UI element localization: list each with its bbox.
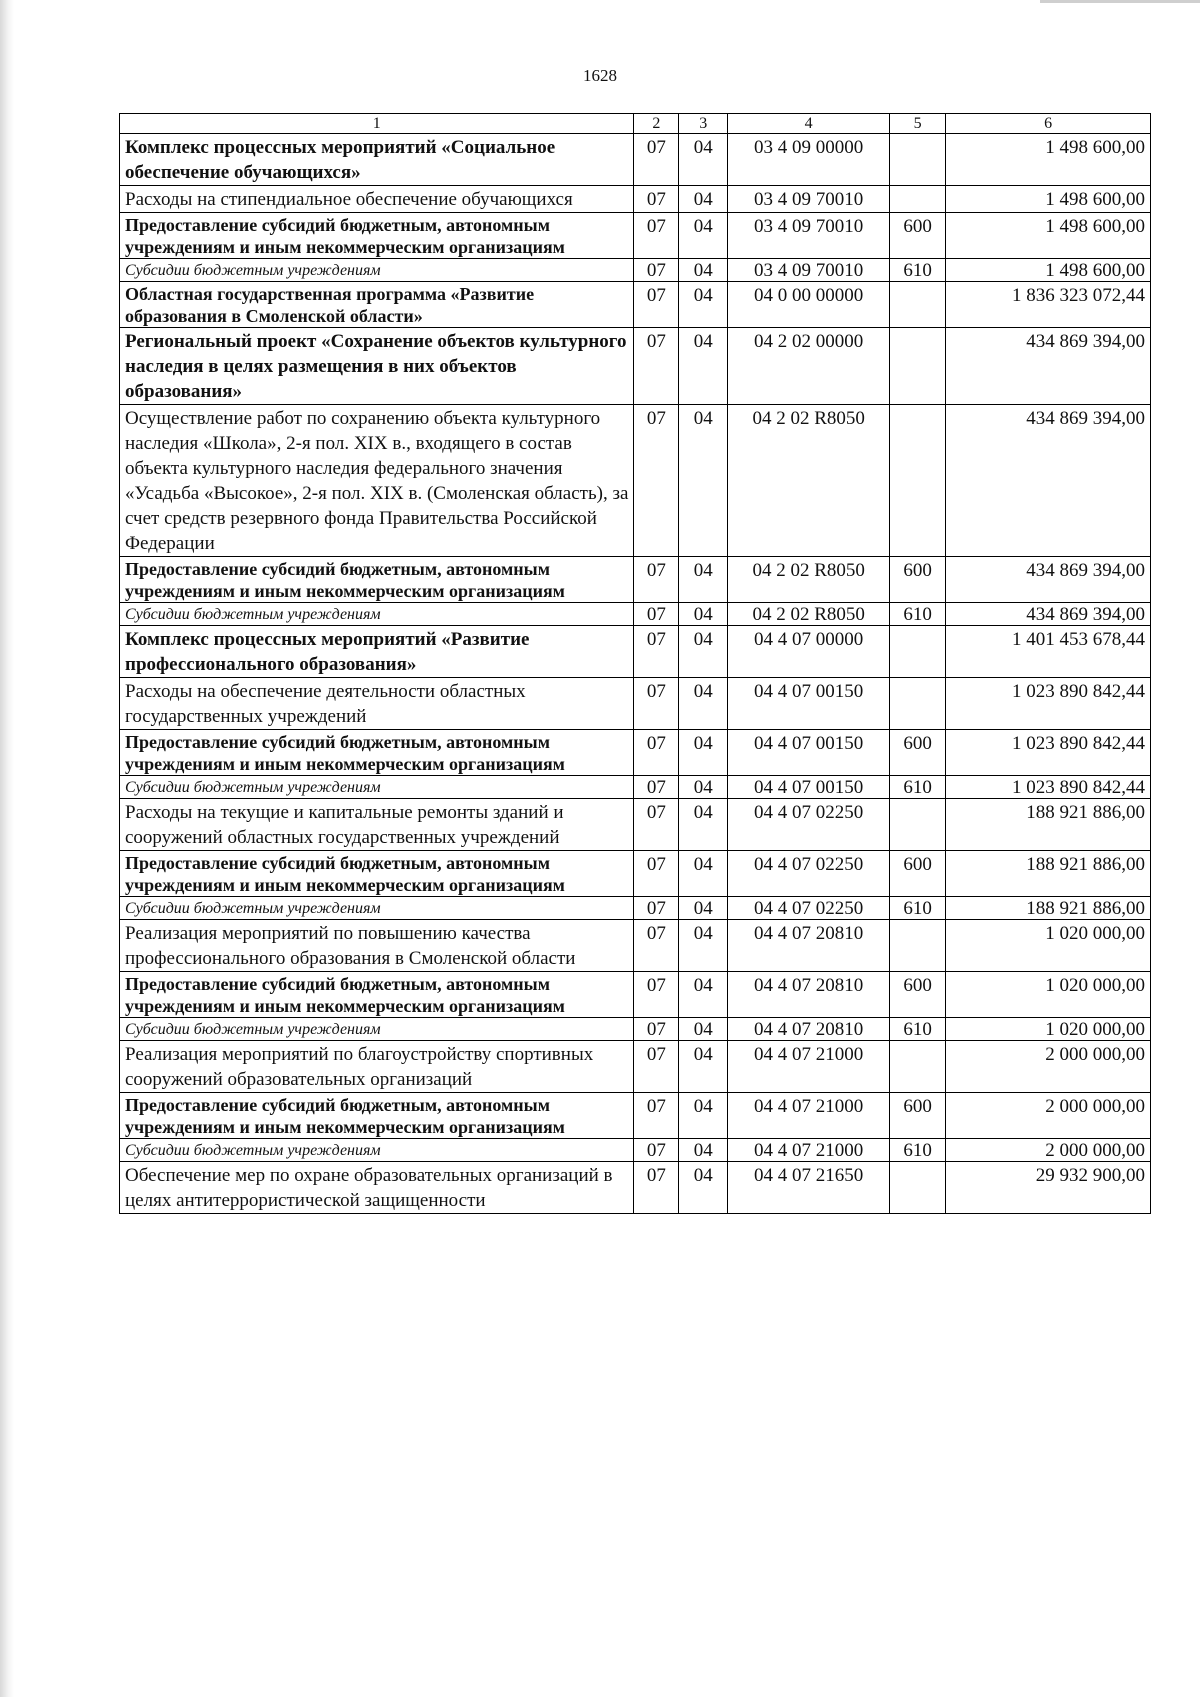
header-cell-6: 6 — [946, 114, 1151, 134]
expense-type-code — [890, 282, 946, 328]
subsection-code: 04 — [679, 1162, 728, 1214]
target-article-code: 03 4 09 70010 — [728, 186, 890, 213]
expense-type-code: 610 — [890, 1139, 946, 1162]
expense-type-code — [890, 626, 946, 678]
expense-type-code — [890, 678, 946, 730]
target-article-code: 04 0 00 00000 — [728, 282, 890, 328]
row-name: Предоставление субсидий бюджетным, автономным учреждениям и иным некоммерческим организациям — [120, 557, 634, 603]
row-name: Расходы на обеспечение деятельности областных государственных учреждений — [120, 678, 634, 730]
amount: 434 869 394,00 — [946, 557, 1151, 603]
subsection-code: 04 — [679, 920, 728, 972]
amount: 2 000 000,00 — [946, 1139, 1151, 1162]
subsection-code: 04 — [679, 134, 728, 186]
row-name: Обеспечение мер по охране образовательных организаций в целях антитеррористической защищенности — [120, 1162, 634, 1214]
expense-type-code: 610 — [890, 1018, 946, 1041]
section-code: 07 — [634, 851, 679, 897]
section-code: 07 — [634, 1041, 679, 1093]
section-code: 07 — [634, 1139, 679, 1162]
expense-type-code — [890, 1041, 946, 1093]
amount: 1 836 323 072,44 — [946, 282, 1151, 328]
row-name: Расходы на текущие и капитальные ремонты зданий и сооружений областных государственных учреждений — [120, 799, 634, 851]
target-article-code: 04 4 07 20810 — [728, 1018, 890, 1041]
header-cell-5: 5 — [890, 114, 946, 134]
section-code: 07 — [634, 603, 679, 626]
amount: 434 869 394,00 — [946, 603, 1151, 626]
target-article-code: 04 4 07 00150 — [728, 776, 890, 799]
target-article-code: 04 2 02 R8050 — [728, 603, 890, 626]
amount: 2 000 000,00 — [946, 1093, 1151, 1139]
table-row — [120, 730, 1151, 776]
subsection-code: 04 — [679, 1018, 728, 1041]
expense-type-code — [890, 405, 946, 557]
section-code: 07 — [634, 282, 679, 328]
target-article-code: 03 4 09 70010 — [728, 259, 890, 282]
target-article-code: 04 4 07 02250 — [728, 897, 890, 920]
expense-type-code: 610 — [890, 603, 946, 626]
section-code: 07 — [634, 678, 679, 730]
table-row — [120, 897, 1151, 920]
subsection-code: 04 — [679, 799, 728, 851]
subsection-code: 04 — [679, 730, 728, 776]
expense-type-code: 610 — [890, 776, 946, 799]
row-name: Субсидии бюджетным учреждениям — [120, 776, 634, 799]
expense-type-code: 600 — [890, 1093, 946, 1139]
table-header-row — [120, 114, 1151, 134]
subsection-code: 04 — [679, 1093, 728, 1139]
section-code: 07 — [634, 730, 679, 776]
subsection-code: 04 — [679, 626, 728, 678]
target-article-code: 04 4 07 21000 — [728, 1139, 890, 1162]
amount: 2 000 000,00 — [946, 1041, 1151, 1093]
table-row — [120, 851, 1151, 897]
amount: 1 020 000,00 — [946, 972, 1151, 1018]
subsection-code: 04 — [679, 972, 728, 1018]
target-article-code: 04 4 07 21000 — [728, 1093, 890, 1139]
table-row — [120, 626, 1151, 678]
table-row — [120, 1139, 1151, 1162]
subsection-code: 04 — [679, 897, 728, 920]
table-row — [120, 1093, 1151, 1139]
target-article-code: 04 4 07 02250 — [728, 799, 890, 851]
section-code: 07 — [634, 405, 679, 557]
section-code: 07 — [634, 776, 679, 799]
table-row — [120, 557, 1151, 603]
row-name: Осуществление работ по сохранению объекта культурного наследия «Школа», 2-я пол. XIX в., входящего в состав объекта культурного наследия федерального значения «Усадьба «Высокое», 2-я пол. XIX в. (Смоленская область), за счет средств резервного фонда Правительства Российской Федерации — [120, 405, 634, 557]
table-row — [120, 776, 1151, 799]
expense-type-code: 600 — [890, 851, 946, 897]
amount: 1 401 453 678,44 — [946, 626, 1151, 678]
row-name: Субсидии бюджетным учреждениям — [120, 1018, 634, 1041]
target-article-code: 03 4 09 70010 — [728, 213, 890, 259]
amount: 29 932 900,00 — [946, 1162, 1151, 1214]
section-code: 07 — [634, 213, 679, 259]
target-article-code: 04 4 07 21650 — [728, 1162, 890, 1214]
subsection-code: 04 — [679, 678, 728, 730]
subsection-code: 04 — [679, 557, 728, 603]
target-article-code: 04 4 07 20810 — [728, 972, 890, 1018]
expense-type-code — [890, 920, 946, 972]
target-article-code: 04 4 07 00150 — [728, 730, 890, 776]
expense-type-code: 600 — [890, 213, 946, 259]
header-cell-4: 4 — [728, 114, 890, 134]
table-row — [120, 328, 1151, 405]
subsection-code: 04 — [679, 1041, 728, 1093]
row-name: Реализация мероприятий по благоустройству спортивных сооружений образовательных организаций — [120, 1041, 634, 1093]
amount: 434 869 394,00 — [946, 328, 1151, 405]
expense-type-code — [890, 328, 946, 405]
section-code: 07 — [634, 1162, 679, 1214]
amount: 188 921 886,00 — [946, 799, 1151, 851]
row-name: Комплекс процессных мероприятий «Развитие профессионального образования» — [120, 626, 634, 678]
section-code: 07 — [634, 972, 679, 1018]
budget-table — [119, 113, 1151, 1214]
expense-type-code: 610 — [890, 897, 946, 920]
target-article-code: 04 4 07 20810 — [728, 920, 890, 972]
table-row — [120, 259, 1151, 282]
target-article-code: 04 4 07 00000 — [728, 626, 890, 678]
expense-type-code — [890, 1162, 946, 1214]
section-code: 07 — [634, 897, 679, 920]
subsection-code: 04 — [679, 186, 728, 213]
amount: 1 023 890 842,44 — [946, 776, 1151, 799]
target-article-code: 04 2 02 R8050 — [728, 557, 890, 603]
subsection-code: 04 — [679, 405, 728, 557]
section-code: 07 — [634, 186, 679, 213]
scan-edge-shadow — [0, 0, 14, 1697]
header-cell-2: 2 — [634, 114, 679, 134]
target-article-code: 04 4 07 00150 — [728, 678, 890, 730]
amount: 1 498 600,00 — [946, 186, 1151, 213]
row-name: Предоставление субсидий бюджетным, автономным учреждениям и иным некоммерческим организациям — [120, 851, 634, 897]
target-article-code: 03 4 09 00000 — [728, 134, 890, 186]
section-code: 07 — [634, 557, 679, 603]
row-name: Предоставление субсидий бюджетным, автономным учреждениям и иным некоммерческим организациям — [120, 213, 634, 259]
section-code: 07 — [634, 1093, 679, 1139]
subsection-code: 04 — [679, 328, 728, 405]
amount: 188 921 886,00 — [946, 851, 1151, 897]
amount: 1 498 600,00 — [946, 134, 1151, 186]
subsection-code: 04 — [679, 776, 728, 799]
page-number: 1628 — [583, 66, 617, 85]
amount: 1 023 890 842,44 — [946, 730, 1151, 776]
table-row — [120, 1018, 1151, 1041]
target-article-code: 04 2 02 00000 — [728, 328, 890, 405]
table-row — [120, 1041, 1151, 1093]
expense-type-code — [890, 799, 946, 851]
section-code: 07 — [634, 799, 679, 851]
subsection-code: 04 — [679, 259, 728, 282]
table-row — [120, 282, 1151, 328]
row-name: Реализация мероприятий по повышению качества профессионального образования в Смоленской области — [120, 920, 634, 972]
row-name: Субсидии бюджетным учреждениям — [120, 1139, 634, 1162]
amount: 434 869 394,00 — [946, 405, 1151, 557]
amount: 188 921 886,00 — [946, 897, 1151, 920]
expense-type-code — [890, 134, 946, 186]
amount: 1 020 000,00 — [946, 1018, 1151, 1041]
row-name: Субсидии бюджетным учреждениям — [120, 259, 634, 282]
table-row — [120, 920, 1151, 972]
expense-type-code: 600 — [890, 730, 946, 776]
target-article-code: 04 2 02 R8050 — [728, 405, 890, 557]
table-row — [120, 405, 1151, 557]
header-cell-1: 1 — [120, 114, 634, 134]
row-name: Субсидии бюджетным учреждениям — [120, 897, 634, 920]
expense-type-code: 610 — [890, 259, 946, 282]
target-article-code: 04 4 07 21000 — [728, 1041, 890, 1093]
row-name: Предоставление субсидий бюджетным, автономным учреждениям и иным некоммерческим организациям — [120, 972, 634, 1018]
section-code: 07 — [634, 134, 679, 186]
amount: 1 020 000,00 — [946, 920, 1151, 972]
subsection-code: 04 — [679, 1139, 728, 1162]
row-name: Региональный проект «Сохранение объектов культурного наследия в целях размещения в них объектов образования» — [120, 328, 634, 405]
amount: 1 498 600,00 — [946, 259, 1151, 282]
row-name: Предоставление субсидий бюджетным, автономным учреждениям и иным некоммерческим организациям — [120, 730, 634, 776]
section-code: 07 — [634, 328, 679, 405]
table-row — [120, 213, 1151, 259]
row-name: Областная государственная программа «Развитие образования в Смоленской области» — [120, 282, 634, 328]
subsection-code: 04 — [679, 282, 728, 328]
target-article-code: 04 4 07 02250 — [728, 851, 890, 897]
table-row — [120, 799, 1151, 851]
section-code: 07 — [634, 259, 679, 282]
amount: 1 498 600,00 — [946, 213, 1151, 259]
expense-type-code: 600 — [890, 557, 946, 603]
subsection-code: 04 — [679, 851, 728, 897]
row-name: Расходы на стипендиальное обеспечение обучающихся — [120, 186, 634, 213]
table-row — [120, 603, 1151, 626]
subsection-code: 04 — [679, 603, 728, 626]
section-code: 07 — [634, 920, 679, 972]
expense-type-code: 600 — [890, 972, 946, 1018]
amount: 1 023 890 842,44 — [946, 678, 1151, 730]
row-name: Предоставление субсидий бюджетным, автономным учреждениям и иным некоммерческим организациям — [120, 1093, 634, 1139]
row-name: Комплекс процессных мероприятий «Социальное обеспечение обучающихся» — [120, 134, 634, 186]
subsection-code: 04 — [679, 213, 728, 259]
table-row — [120, 678, 1151, 730]
section-code: 07 — [634, 626, 679, 678]
section-code: 07 — [634, 1018, 679, 1041]
header-cell-3: 3 — [679, 114, 728, 134]
table-row — [120, 134, 1151, 186]
table-row — [120, 972, 1151, 1018]
row-name: Субсидии бюджетным учреждениям — [120, 603, 634, 626]
expense-type-code — [890, 186, 946, 213]
scan-top-mark — [1040, 0, 1200, 3]
table-row — [120, 186, 1151, 213]
table-row — [120, 1162, 1151, 1214]
